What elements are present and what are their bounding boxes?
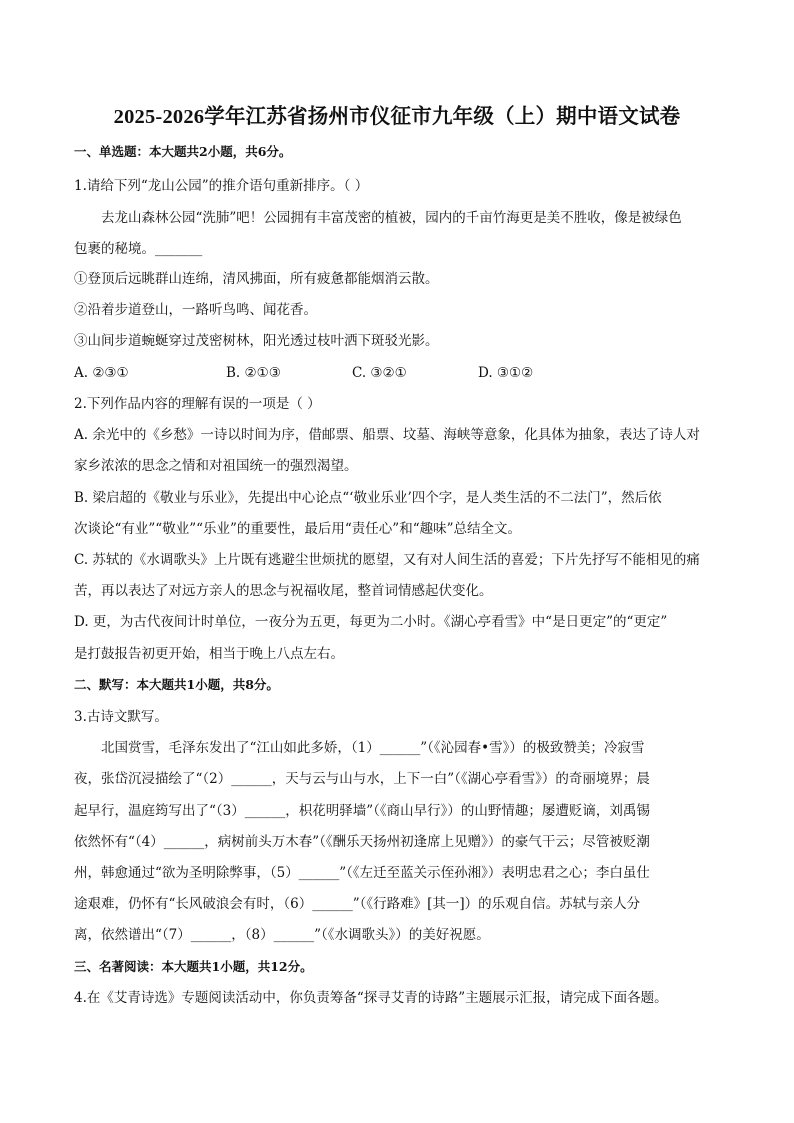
- q3-passage-line: 起早行，温庭筠写出了“（3）______，枳花明驿墙”（《商山早行》）的山野情趣；屡遭贬谪，刘禹锡: [74, 803, 650, 819]
- q1-sentence-1: ①登顶后远眺群山连绵，清风拂面，所有疲惫都能烟消云散。: [74, 271, 439, 287]
- q2-stem: 2.下列作品内容的理解有误的一项是（ ）: [74, 396, 321, 412]
- q1-sentence-2: ②沿着步道登山，一路听鸟鸣、闻花香。: [74, 302, 317, 318]
- section-heading-single-choice: 一、单选题：本大题共2小题，共6分。: [74, 144, 292, 159]
- q3-passage-line: 北国赏雪，毛泽东发出了“江山如此多娇，（1）______”（《沁园春•雪》）的极致赞美；冷寂雪: [101, 740, 645, 756]
- q2-option-d-line: D. 更，为古代夜间计时单位，一夜分为五更，每更为二小时。《湖心亭看雪》中“是日更定”的“更定”: [74, 614, 668, 630]
- q1-option-b[interactable]: B. ②①③: [226, 365, 281, 381]
- q1-passage-line: 去龙山森林公园“洗肺”吧！公园拥有丰富茂密的植被，园内的千亩竹海更是美不胜收，像是被绿色: [101, 210, 682, 226]
- q2-option-d-line: 是打鼓报告初更开始，相当于晚上八点左右。: [74, 646, 344, 662]
- q2-option-b-line: 次谈论“有业”“敬业”“乐业”的重要性，最后用“责任心”和“趣味”总结全文。: [74, 521, 522, 537]
- q1-passage-line: 包裹的秘境。_______: [74, 241, 203, 257]
- section-heading-classics-reading: 三、名著阅读：本大题共1小题，共12分。: [74, 959, 313, 974]
- q3-stem: 3.古诗文默写。: [74, 709, 168, 725]
- q3-passage-line: 离，依然谱出“（7）______，（8）______”（《水调歌头》）的美好祝愿。: [74, 927, 490, 943]
- q1-option-d[interactable]: D. ③①②: [478, 365, 534, 381]
- q1-option-a[interactable]: A. ②③①: [74, 365, 129, 381]
- q3-passage-line: 州，韩愈通过“欲为圣明除弊事，（5）______”（《左迁至蓝关示侄孙湘》）表明忠君之心；李白虽仕: [74, 865, 650, 881]
- q2-option-c-line: C. 苏轼的《水调歌头》上片既有逃避尘世烦扰的愿望，又有对人间生活的喜爱；下片先抒写不能相见的痛: [74, 552, 700, 568]
- q2-option-b-line: B. 梁启超的《敬业与乐业》，先提出中心论点“‘敬业乐业’四个字，是人类生活的不二法门”，然后依: [74, 490, 662, 506]
- q3-passage-line: 依然怀有“（4）______，病树前头万木春”（《酬乐天扬州初逢席上见赠》）的豪气干云；尽管被贬潮: [74, 834, 650, 850]
- q3-passage-line: 途艰难，仍怀有“长风破浪会有时，（6）______”（《行路难》[其一]）的乐观自信。苏轼与亲人分: [74, 896, 641, 912]
- q1-sentence-3: ③山间步道蜿蜒穿过茂密树林，阳光透过枝叶洒下斑驳光影。: [74, 333, 439, 349]
- section-heading-dictation: 二、默写：本大题共1小题，共8分。: [74, 677, 279, 692]
- q1-option-c[interactable]: C. ③②①: [352, 365, 407, 381]
- q3-passage-line: 夜，张岱沉浸描绘了“（2）______，天与云与山与水，上下一白”（《湖心亭看雪》）的奇丽境界；晨: [74, 771, 650, 787]
- q4-stem: 4.在《艾青诗选》专题阅读活动中，你负责筹备“探寻艾青的诗路”主题展示汇报，请完成下面各题。: [74, 990, 668, 1006]
- q2-option-c-line: 苦，再以表达了对远方亲人的思念与祝福收尾，整首词情感起伏变化。: [74, 583, 493, 599]
- q2-option-a-line: A. 余光中的《乡愁》一诗以时间为序，借邮票、船票、坟墓、海峡等意象，化具体为抽象，表达了诗人对: [74, 427, 700, 443]
- q1-stem: 1.请给下列“龙山公园”的推介语句重新排序。（ ）: [74, 178, 369, 194]
- page-title: 2025-2026学年江苏省扬州市仪征市九年级（上）期中语文试卷: [113, 106, 681, 128]
- q2-option-a-line: 家乡浓浓的思念之情和对祖国统一的强烈渴望。: [74, 458, 358, 474]
- q1-options: [74, 362, 724, 384]
